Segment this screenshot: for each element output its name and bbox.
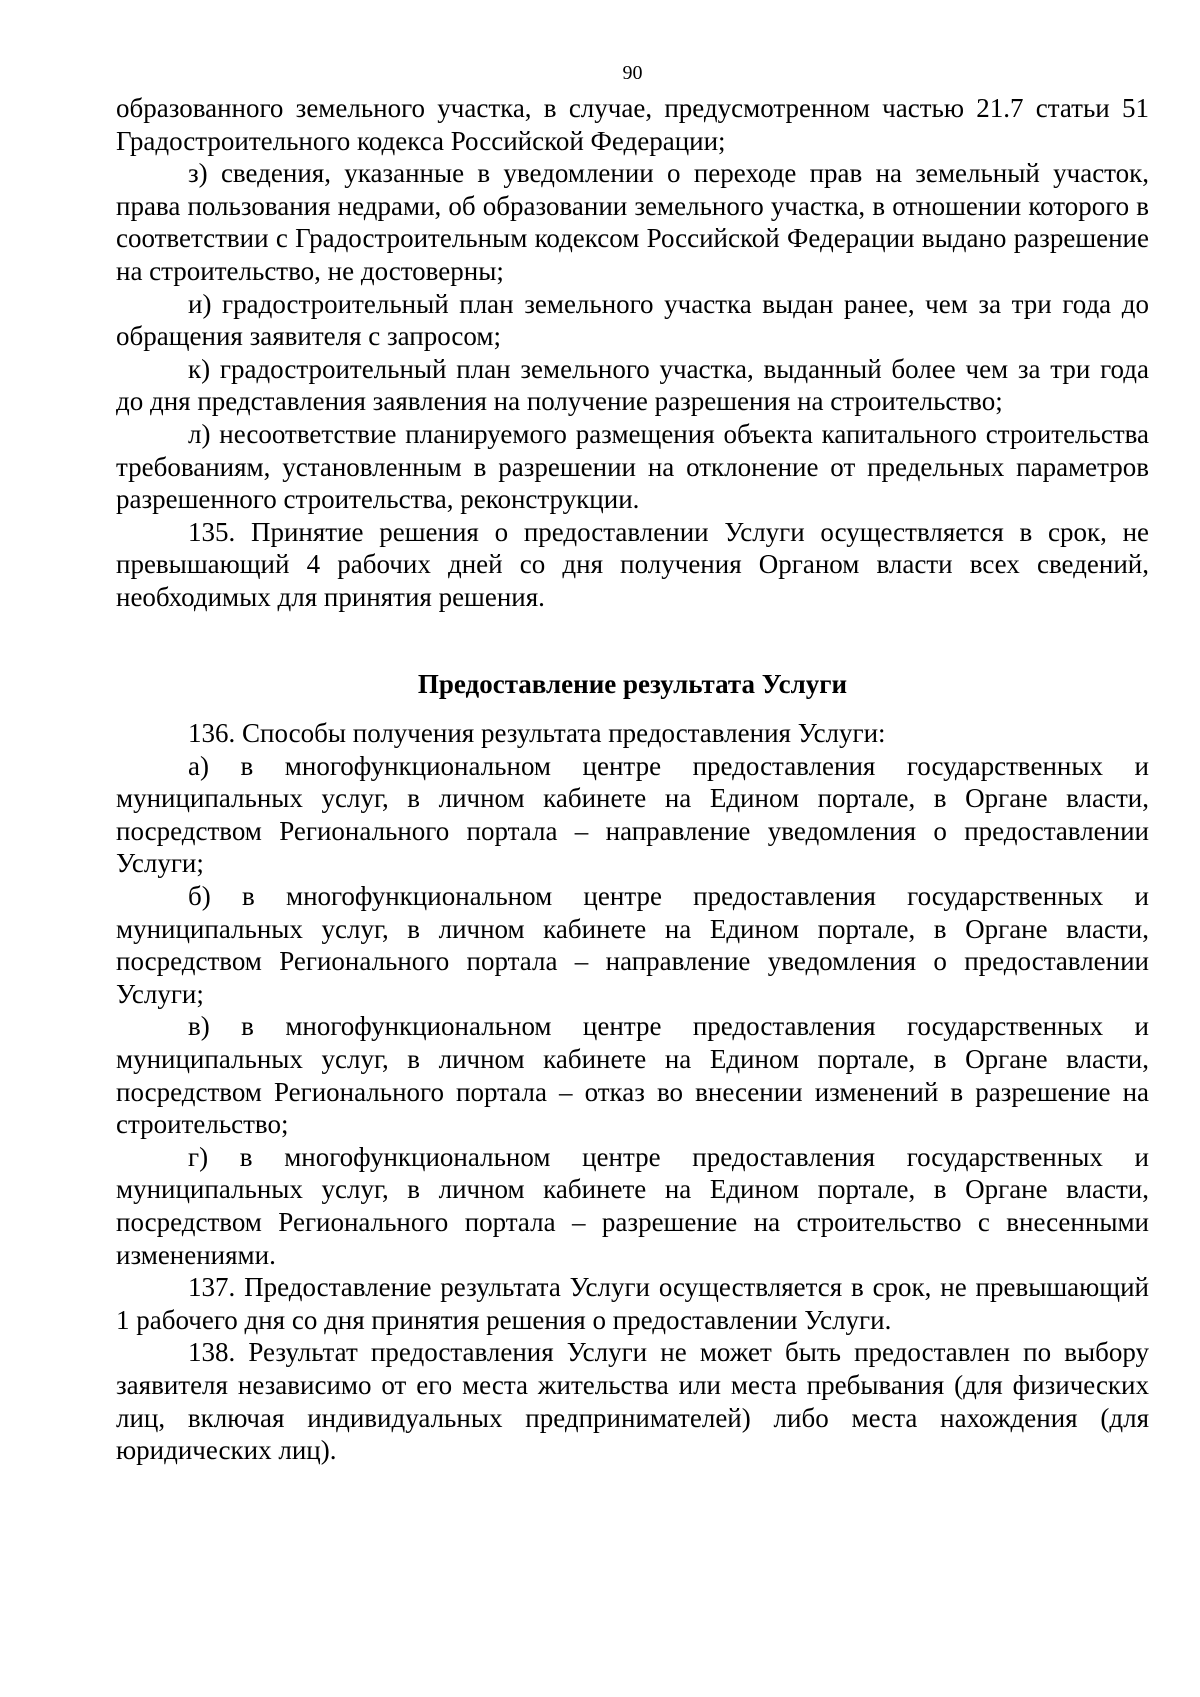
paragraph-136: 136. Способы получения результата предоставления Услуги: bbox=[188, 718, 886, 749]
paragraph-item-b: б) в многофункциональном центре предоставления государственных и муниципальных услуг, в личном кабинете на Едином портале, в Органе власти, посредством Регионального портала – направление уведомления о предоставлении Услуги; bbox=[116, 881, 1149, 1009]
paragraph-138: 138. Результат предоставления Услуги не может быть предоставлен по выбору заявителя независимо от его места жительства или места пребывания (для физических лиц, включая индивидуальных предпринимателей) либо места нахождения (для юридических лиц). bbox=[116, 1337, 1149, 1466]
paragraph-item-v: в) в многофункциональном центре предоставления государственных и муниципальных услуг, в личном кабинете на Едином портале, в Органе власти, посредством Регионального портала – отказ во внесении изменений в разрешение на строительство; bbox=[116, 1011, 1149, 1140]
paragraph-item-z: з) сведения, указанные в уведомлении о переходе прав на земельный участок, права пользования недрами, об образовании земельного участка, в отношении которого в соответствии с Градостроительным кодексом Российской Федерации выдано разрешение на строительство, не достоверны; bbox=[116, 158, 1149, 286]
section-heading: Предоставление результата Услуги bbox=[417, 668, 848, 699]
paragraph-item-l: л) несоответствие планируемого размещения объекта капитального строительства требованиям, установленным в разрешении на отклонение от предельных параметров разрешенного строительства, реконструкции. bbox=[116, 418, 1149, 515]
paragraph-item-a: а) в многофункциональном центре предоставления государственных и муниципальных услуг, в личном кабинете на Едином портале, в Органе власти, посредством Регионального портала – направление уведомления о предоставлении Услуги; bbox=[116, 750, 1149, 879]
paragraph-item-i: и) градостроительный план земельного участка выдан ранее, чем за три года до обращения заявителя с запросом; bbox=[116, 288, 1149, 352]
paragraph-135: 135. Принятие решения о предоставлении Услуги осуществляется в срок, не превышающий 4 рабочих дней со дня получения Органом власти всех сведений, необходимых для принятия решения. bbox=[116, 516, 1149, 612]
document-page bbox=[116, 60, 1149, 1467]
paragraph-137: 137. Предоставление результата Услуги осуществляется в срок, не превышающий 1 рабочего дня со дня принятия решения о предоставлении Услуги. bbox=[116, 1272, 1149, 1335]
paragraph-continuation: образованного земельного участка, в случае, предусмотренном частью 21.7 статьи 51 Градостроительного кодекса Российской Федерации; bbox=[116, 93, 1149, 156]
page-number: 90 bbox=[622, 62, 643, 84]
paragraph-item-g: г) в многофункциональном центре предоставления государственных и муниципальных услуг, в личном кабинете на Едином портале, в Органе власти, посредством Регионального портала – разрешение на строительство с внесенными изменениями. bbox=[116, 1141, 1149, 1270]
paragraph-item-k: к) градостроительный план земельного участка, выданный более чем за три года до дня представления заявления на получение разрешения на строительство; bbox=[116, 353, 1149, 417]
